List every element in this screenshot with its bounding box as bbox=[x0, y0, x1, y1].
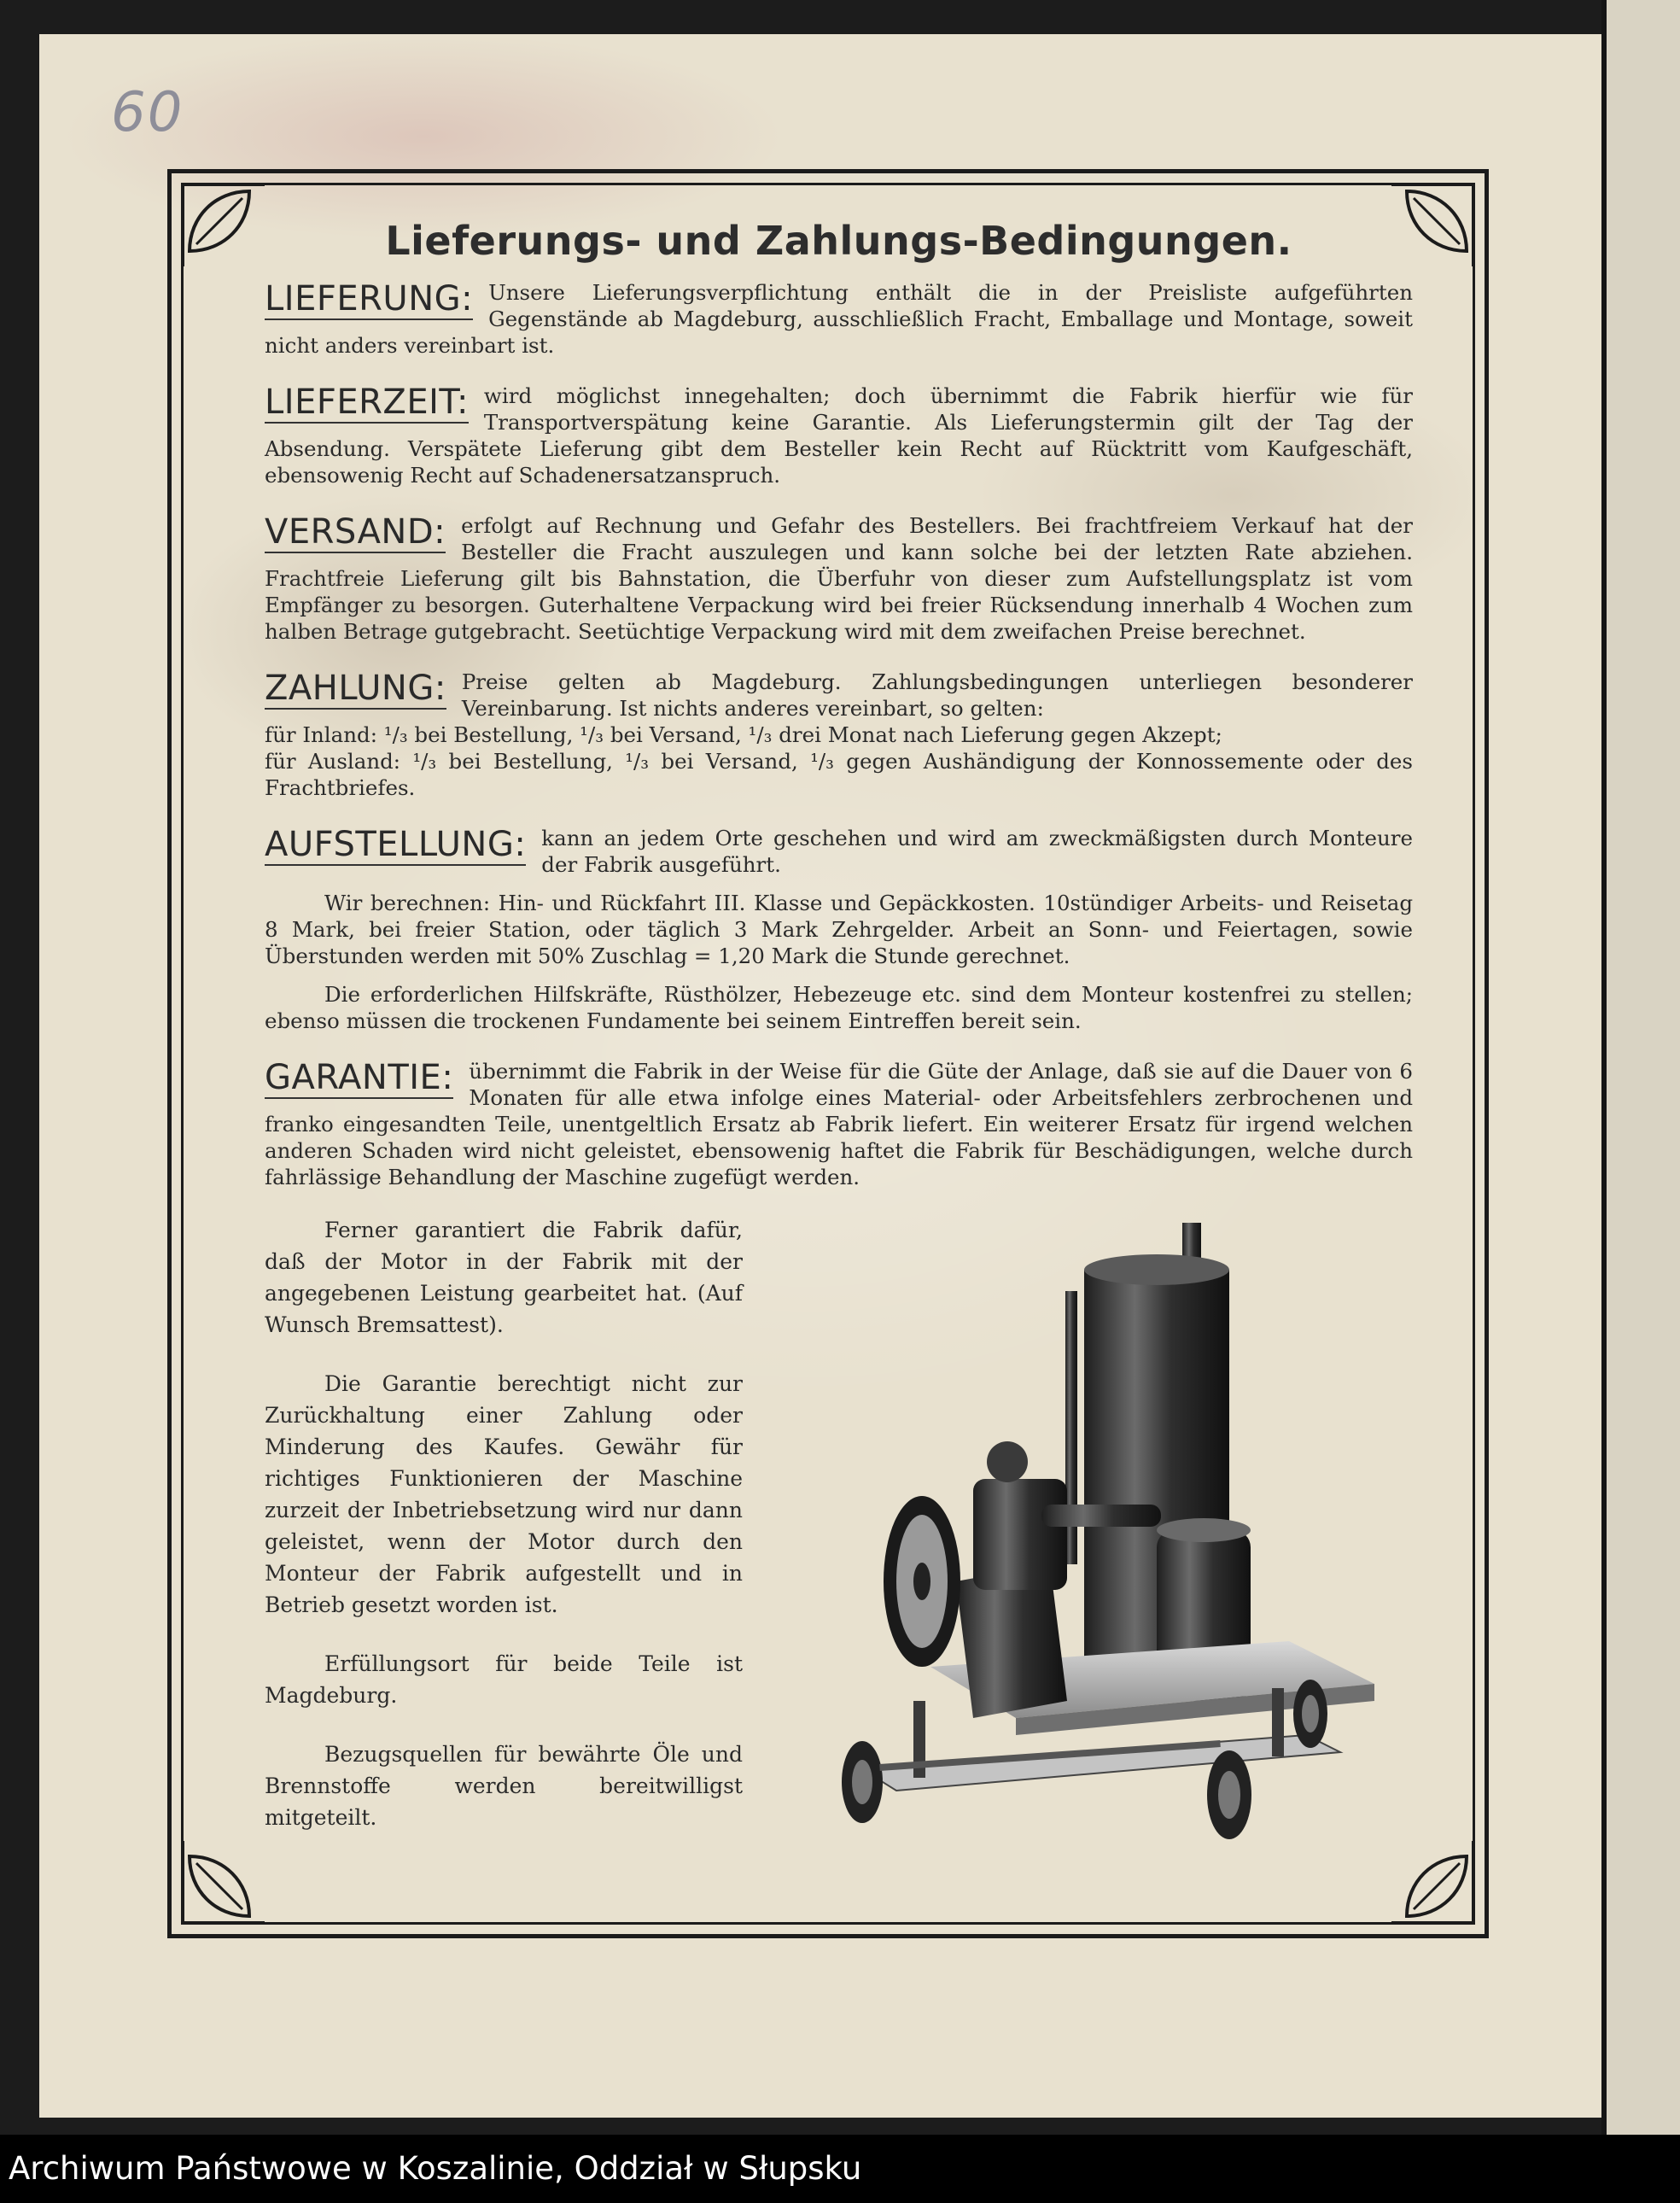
section-heading: LIEFERUNG: bbox=[265, 279, 474, 318]
payment-line-ausland: für Ausland: ¹/₃ bei Bestellung, ¹/₃ bei Versand, ¹/₃ gegen Aushändigung der Konnossemente oder des Frachtbriefes. bbox=[265, 749, 1413, 800]
left-column-paragraph: Erfüllungsort für beide Teile ist Magdeburg. bbox=[265, 1651, 743, 1708]
section-heading: GARANTIE: bbox=[265, 1058, 454, 1097]
section-versand bbox=[265, 512, 1413, 645]
document-content bbox=[265, 218, 1413, 1861]
left-column-paragraph: Bezugsquellen für bewährte Öle und Brennstoffe werden bereitwilligst mitgeteilt. bbox=[265, 1742, 743, 1830]
archive-footer-text: Archiwum Państwowe w Koszalinie, Oddział w Słupsku bbox=[9, 2150, 862, 2187]
section-text: Preise gelten ab Magdeburg. Zahlungsbedingungen unterliegen besonderer Vereinbarung. Ist nichts anderes vereinbart, so gelten: bbox=[461, 669, 1413, 721]
aufstellung-helpers-paragraph: Die erforderlichen Hilfskräfte, Rüsthölzer, Hebezeuge etc. sind dem Monteur kostenfrei zu stellen; ebenso müssen die trockenen Fundamente bei seinem Eintreffen bereit sein. bbox=[265, 982, 1413, 1033]
section-lieferung bbox=[265, 279, 1413, 359]
section-text: kann an jedem Orte geschehen und wird am zweckmäßigsten durch Monteure der Fabrik ausgeführt. bbox=[541, 826, 1413, 877]
section-garantie bbox=[265, 1058, 1413, 1190]
section-aufstellung bbox=[265, 825, 1413, 1034]
handwritten-number bbox=[111, 81, 184, 144]
left-column bbox=[265, 1214, 743, 1833]
archive-footer-bar bbox=[0, 2135, 1680, 2203]
handwritten-number-text: 60 bbox=[111, 81, 184, 144]
left-column-paragraph: Die Garantie berechtigt nicht zur Zurückhaltung einer Zahlung oder Minderung des Kaufes. Gewähr für richtiges Funktionieren der Maschine zurzeit der Inbetriebsetzung wird nur dann geleistet, wenn der Motor durch den Monteur der Fabrik aufgestellt und in Betrieb gesetzt worden ist. bbox=[265, 1371, 743, 1617]
page-title: Lieferungs- und Zahlungs-Bedingungen. bbox=[385, 218, 1292, 264]
corner-ornament-bottom-left-icon bbox=[181, 1839, 266, 1925]
section-heading: AUFSTELLUNG: bbox=[265, 825, 527, 864]
section-text: erfolgt auf Rechnung und Gefahr des Bestellers. Bei frachtfreiem Verkauf hat der Besteller die Fracht auszulegen und kann solche bei der letzten Rate abziehen. Frachtfreie Lieferung gilt bis Bahnstation, die Überfuhr von dieser zum Aufstellungsplatz ist vom Empfänger zu besorgen. Guterhaltene Verpackung wird bei freier Rücksendung innerhalb 4 Wochen zum halben Betrage gutgebracht. Seetüchtige Verpackung wird mit dem zweifachen Preise berechnet. bbox=[265, 513, 1413, 644]
section-zahlung bbox=[265, 669, 1413, 801]
aufstellung-costs-paragraph: Wir berechnen: Hin- und Rückfahrt III. Klasse und Gepäckkosten. 10stündiger Arbeits- und Reisetag 8 Mark, bei freier Station, oder täglich 3 Mark Zehrgelder. Arbeit an Sonn- und Feiertagen, sowie Überstunden werden mit 50% Zuschlag = 1,20 Mark die Stunde gerechnet. bbox=[265, 891, 1413, 968]
section-heading: LIEFERZEIT: bbox=[265, 383, 469, 422]
section-lieferzeit bbox=[265, 383, 1413, 488]
bottom-area bbox=[265, 1214, 1413, 1833]
section-heading: ZAHLUNG: bbox=[265, 669, 446, 708]
adjacent-page-edge bbox=[1601, 0, 1680, 2135]
left-column-paragraph: Ferner garantiert die Fabrik dafür, daß der Motor in der Fabrik mit der angegebenen Leistung gearbeitet hat. (Auf Wunsch Bremsattest). bbox=[265, 1218, 743, 1337]
section-heading: VERSAND: bbox=[265, 512, 446, 552]
engine-on-cart-illustration bbox=[828, 1223, 1426, 1855]
payment-line-inland: für Inland: ¹/₃ bei Bestellung, ¹/₃ bei Versand, ¹/₃ drei Monat nach Lieferung gegen Akzept; bbox=[265, 722, 1222, 747]
section-text: Unsere Lieferungsverpflichtung enthält die in der Preisliste aufgeführten Gegenstände ab Magdeburg, ausschließlich Fracht, Emballage und Montage, soweit nicht anders vereinbart ist. bbox=[265, 280, 1413, 358]
section-text: wird möglichst innegehalten; doch übernimmt die Fabrik hierfür wie für Transportverspätung keine Garantie. Als Lieferungstermin gilt der Tag der Absendung. Verspätete Lieferung gibt dem Besteller kein Recht auf Rücktritt vom Kaufgeschäft, ebensowenig Recht auf Schadenersatzanspruch. bbox=[265, 383, 1413, 488]
section-text: übernimmt die Fabrik in der Weise für die Güte der Anlage, daß sie auf die Dauer von 6 Monaten für alle etwa infolge eines Material- oder Arbeitsfehlers zerbrochenen und franko eingesandten Teile, unentgeltlich Ersatz ab Fabrik liefert. Ein weiterer Ersatz für irgend welchen anderen Schaden wird nicht geleistet, ebensowenig haftet die Fabrik für Beschädigungen, welche durch fahrlässige Behandlung der Maschine zugefügt werden. bbox=[265, 1059, 1413, 1189]
corner-ornament-top-left-icon bbox=[181, 183, 266, 268]
